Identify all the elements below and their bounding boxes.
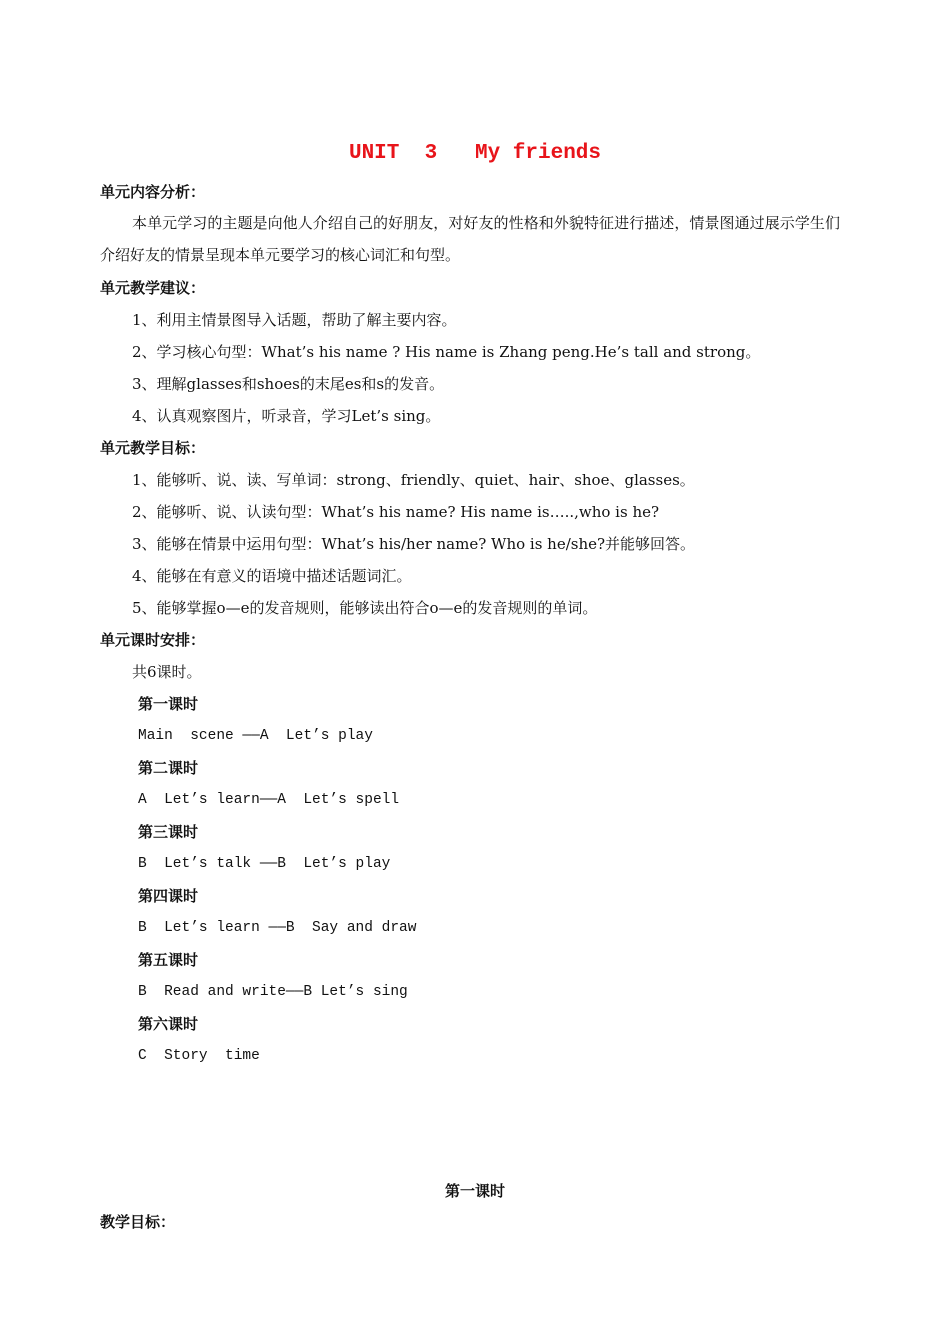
lesson-label: 第五课时 bbox=[138, 951, 199, 969]
document-title: UNIT 3 My friends bbox=[348, 142, 602, 165]
analysis-heading: 单元内容分析： bbox=[100, 183, 206, 201]
goal-item: 1、能够听、说、读、写单词：strong、friendly、quiet、hair、shoe、glasses。 bbox=[132, 471, 695, 489]
lesson-detail: Main scene ——A Let’s play bbox=[138, 728, 373, 744]
lesson-label: 第六课时 bbox=[138, 1015, 199, 1033]
lesson-detail: B Read and write——B Let’s sing bbox=[138, 984, 408, 1000]
teaching-goals-heading: 教学目标： bbox=[100, 1213, 176, 1231]
lesson-detail: B Let’s talk ——B Let’s play bbox=[138, 856, 391, 872]
lesson-label: 第一课时 bbox=[138, 695, 199, 713]
schedule-heading: 单元课时安排： bbox=[100, 631, 206, 649]
goal-item: 4、能够在有意义的语境中描述话题词汇。 bbox=[132, 567, 412, 585]
goal-item: 5、能够掌握o—e的发音规则，能够读出符合o—e的发音规则的单词。 bbox=[132, 599, 598, 617]
lesson-detail: B Let’s learn ——B Say and draw bbox=[138, 920, 417, 936]
analysis-paragraph: 本单元学习的主题是向他人介绍自己的好朋友，对好友的性格和外貌特征进行描述，情景图通过展示学生们介绍好友的情景呈现本单元要学习的核心词汇和句型。 bbox=[100, 214, 840, 264]
lesson-detail: A Let’s learn——A Let’s spell bbox=[138, 792, 400, 808]
lesson-label: 第二课时 bbox=[138, 759, 199, 777]
lesson-label: 第四课时 bbox=[138, 887, 199, 905]
suggestions-heading: 单元教学建议： bbox=[100, 279, 206, 297]
schedule-total: 共6课时。 bbox=[132, 663, 202, 681]
lesson-one-heading: 第一课时 bbox=[444, 1182, 505, 1200]
lesson-detail: C Story time bbox=[138, 1048, 260, 1064]
goal-item: 2、能够听、说、认读句型：What’s his name? His name is…..,who is he? bbox=[132, 503, 660, 521]
goal-item: 3、能够在情景中运用句型：What’s his/her name? Who is he/she?并能够回答。 bbox=[132, 535, 696, 553]
suggestion-item: 1、利用主情景图导入话题，帮助了解主要内容。 bbox=[132, 311, 457, 329]
suggestion-item: 2、学习核心句型：What’s his name ? His name is Zhang peng.He’s tall and strong。 bbox=[132, 343, 761, 361]
suggestion-item: 4、认真观察图片，听录音，学习Let’s sing。 bbox=[132, 407, 441, 425]
goals-heading: 单元教学目标： bbox=[100, 439, 206, 457]
suggestion-item: 3、理解glasses和shoes的末尾es和s的发音。 bbox=[132, 375, 445, 393]
lesson-label: 第三课时 bbox=[138, 823, 199, 841]
